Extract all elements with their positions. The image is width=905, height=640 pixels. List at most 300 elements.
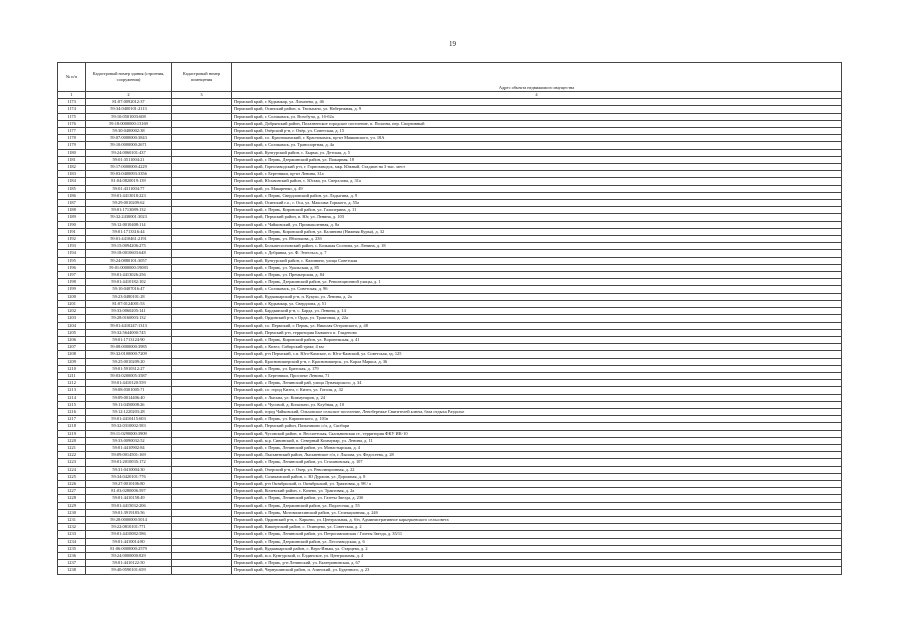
table-row bbox=[58, 365, 842, 372]
row-number: 1217 bbox=[58, 416, 86, 423]
property-address: Пермский край, г. Пермь, Мотовилихинский район, ул. Селекционная, д. 24б bbox=[232, 509, 842, 516]
row-number: 1196 bbox=[58, 264, 86, 271]
room-cadastral-number bbox=[172, 236, 232, 243]
table-row bbox=[58, 329, 842, 336]
property-address: Пермский край, Красновишерский р-н, г. Красновишерск, ул. Карла Маркса, д. 36 bbox=[232, 358, 842, 365]
row-number: 1198 bbox=[58, 279, 86, 286]
row-number: 1210 bbox=[58, 365, 86, 372]
room-cadastral-number bbox=[172, 264, 232, 271]
row-number: 1208 bbox=[58, 351, 86, 358]
row-number: 1233 bbox=[58, 531, 86, 538]
cadastral-number: 59:40:0590101:659 bbox=[86, 567, 172, 574]
property-address: Пермский край, г. Кизел, Сибирский тракт, 4 км bbox=[232, 344, 842, 351]
table-row bbox=[58, 149, 842, 156]
room-cadastral-number bbox=[172, 394, 232, 401]
cadastral-number: 59:01:0000000:19083 bbox=[86, 264, 172, 271]
table-row bbox=[58, 322, 842, 329]
room-cadastral-number bbox=[172, 228, 232, 235]
column-number: 2 bbox=[86, 92, 172, 99]
table-row bbox=[58, 473, 842, 480]
property-address: Пермский край, г. Пермь, Ленинский рай, улица Луначарского, д. 34 bbox=[232, 380, 842, 387]
cadastral-number: 81:06:0000000:2579 bbox=[86, 545, 172, 552]
column-number: 1 bbox=[58, 92, 86, 99]
row-number: 1192 bbox=[58, 236, 86, 243]
row-number: 1200 bbox=[58, 293, 86, 300]
table-row bbox=[58, 171, 842, 178]
property-address: Пермский край, г. Пермь, Ленинский район, ул. Газеты Звезда, д. 23б bbox=[232, 495, 842, 502]
room-cadastral-number bbox=[172, 560, 232, 567]
row-number: 1205 bbox=[58, 329, 86, 336]
room-cadastral-number bbox=[172, 344, 232, 351]
room-cadastral-number bbox=[172, 480, 232, 487]
table-row bbox=[58, 156, 842, 163]
table-row bbox=[58, 315, 842, 322]
row-number: 1220 bbox=[58, 437, 86, 444]
property-address: Пермский край, Бардымский р-н, с. Барда, ул. Ленина, д. 14 bbox=[232, 308, 842, 315]
property-address: Пермский край, Кудымкарский район, с. Верх-Иньва, ул. Старцева, д. 2 bbox=[232, 545, 842, 552]
cadastral-number: 59:01:4413018:223 bbox=[86, 192, 172, 199]
room-cadastral-number bbox=[172, 524, 232, 531]
room-cadastral-number bbox=[172, 293, 232, 300]
property-address: Пермский край, г. Березники, Проспект Ленина, 71 bbox=[232, 372, 842, 379]
property-address: Пермский край, ул. Макаренко, д. 49 bbox=[232, 185, 842, 192]
row-number: 1211 bbox=[58, 372, 86, 379]
room-cadastral-number bbox=[172, 336, 232, 343]
room-cadastral-number bbox=[172, 430, 232, 437]
room-cadastral-number bbox=[172, 358, 232, 365]
room-cadastral-number bbox=[172, 466, 232, 473]
table-row bbox=[58, 207, 842, 214]
table-row bbox=[58, 495, 842, 502]
row-number: 1204 bbox=[58, 322, 86, 329]
property-address: Пермский край, Юсьвинский район, с. Юсьва, ул. Сверхлова, д. 31а bbox=[232, 178, 842, 185]
table-row bbox=[58, 344, 842, 351]
cadastral-number: 59:32:2430001:3023 bbox=[86, 214, 172, 221]
room-cadastral-number bbox=[172, 531, 232, 538]
property-address: Пермский край, г. Пермь, Ленинский район, ул. Монастырская, д. 4 bbox=[232, 444, 842, 451]
row-number: 1213 bbox=[58, 387, 86, 394]
property-address: Пермский край, Горнозаводский р-н, г. Горнозаводск, мкр. Южный, Стадион на 3 тыс. мест bbox=[232, 164, 842, 171]
table-row bbox=[58, 416, 842, 423]
row-number: 1181 bbox=[58, 156, 86, 163]
room-cadastral-number bbox=[172, 128, 232, 135]
room-cadastral-number bbox=[172, 322, 232, 329]
header-row bbox=[58, 63, 842, 92]
room-cadastral-number bbox=[172, 387, 232, 394]
table-row bbox=[58, 560, 842, 567]
property-address: Пермский край, Кунгурский район, с. Калинино, улица Советская bbox=[232, 257, 842, 264]
cadastral-number: 59:28:0000000:5014 bbox=[86, 516, 172, 523]
row-number: 1184 bbox=[58, 178, 86, 185]
cadastral-number: 59:01:4410122:50 bbox=[86, 560, 172, 567]
page-number: 19 bbox=[449, 40, 456, 48]
table-row bbox=[58, 308, 842, 315]
cadastral-number: 59:01:1713316:44 bbox=[86, 228, 172, 235]
table-row bbox=[58, 480, 842, 487]
row-number: 1227 bbox=[58, 488, 86, 495]
row-number: 1222 bbox=[58, 452, 86, 459]
row-number: 1201 bbox=[58, 300, 86, 307]
table-row bbox=[58, 502, 842, 509]
row-number: 1180 bbox=[58, 149, 86, 156]
table-row bbox=[58, 567, 842, 574]
table-row bbox=[58, 394, 842, 401]
table-row bbox=[58, 293, 842, 300]
header-num: № п/п bbox=[58, 63, 86, 92]
row-number: 1225 bbox=[58, 473, 86, 480]
room-cadastral-number bbox=[172, 300, 232, 307]
room-cadastral-number bbox=[172, 214, 232, 221]
property-address: Пермский край, Ординский р-н, с Орда, ул. Трактовая, д. 22а bbox=[232, 315, 842, 322]
row-number: 1199 bbox=[58, 286, 86, 293]
property-address: Пермский край, г. Пермь, ул. Яблочкова, д. 23б bbox=[232, 236, 842, 243]
row-number: 1214 bbox=[58, 394, 86, 401]
row-number: 1238 bbox=[58, 567, 86, 574]
cadastral-number: 59:30:0400002:38 bbox=[86, 128, 172, 135]
room-cadastral-number bbox=[172, 142, 232, 149]
cadastral-number: 59:28:0160003:132 bbox=[86, 315, 172, 322]
property-address: Пермский край, Осинский район, п. Тюльпано, ул. Набережная, д. 9 bbox=[232, 106, 842, 113]
table-row bbox=[58, 516, 842, 523]
cadastral-number: 59:01:2010035:172 bbox=[86, 459, 172, 466]
property-address: Пермский край, Пермский район, п. Юг, ул. Ленина, д. 103 bbox=[232, 214, 842, 221]
property-address: Пермский край, р-н Октябрьский, п. Октябрьский, ул. Трактовая, д. 98 / а bbox=[232, 480, 842, 487]
table-row bbox=[58, 286, 842, 293]
row-number: 1218 bbox=[58, 423, 86, 430]
cadastral-number: 59:01:4410182:102 bbox=[86, 279, 172, 286]
cadastral-number: 59:18:0010603:648 bbox=[86, 250, 172, 257]
table-row bbox=[58, 142, 842, 149]
row-number: 1207 bbox=[58, 344, 86, 351]
property-address: Пермский край, г.о. Пермский, г. Пермь, ул. Николая Островского, д. 48 bbox=[232, 322, 842, 329]
row-number: 1188 bbox=[58, 207, 86, 214]
property-address: Пермский край, г. Пермь, Кировский район, ул. Калинина (Нижняя Курья), д. 32 bbox=[232, 228, 842, 235]
property-address: Пермский край, г. Соликамск, ул. Всеобуча, д. 1б-б2а bbox=[232, 113, 842, 120]
row-number: 1236 bbox=[58, 553, 86, 560]
property-address: Пермский край, Пермский р-н, территория Бывшего п. Гляденово bbox=[232, 329, 842, 336]
room-cadastral-number bbox=[172, 329, 232, 336]
table-row bbox=[58, 387, 842, 394]
cadastral-number: 59:33:0090032:52 bbox=[86, 437, 172, 444]
room-cadastral-number bbox=[172, 545, 232, 552]
cadastral-number: 59:11:0450008:26 bbox=[86, 401, 172, 408]
cadastral-number: 59:24:0880101:3057 bbox=[86, 257, 172, 264]
room-cadastral-number bbox=[172, 178, 232, 185]
row-number: 1219 bbox=[58, 430, 86, 437]
table-row bbox=[58, 257, 842, 264]
room-cadastral-number bbox=[172, 473, 232, 480]
room-cadastral-number bbox=[172, 113, 232, 120]
cadastral-number: 59:07:0000000:3843 bbox=[86, 135, 172, 142]
table-row bbox=[58, 113, 842, 120]
table-row bbox=[58, 200, 842, 207]
room-cadastral-number bbox=[172, 250, 232, 257]
row-number: 1190 bbox=[58, 221, 86, 228]
cadastral-number: 59:03:0200005:3587 bbox=[86, 372, 172, 379]
column-number: 3 bbox=[172, 92, 232, 99]
row-number: 1179 bbox=[58, 142, 86, 149]
property-address: Пермский край, Очерский р-н, г. Очер, ул. Революционная, д. 22 bbox=[232, 466, 842, 473]
room-cadastral-number bbox=[172, 495, 232, 502]
cadastral-number: 59:23:0480101:28 bbox=[86, 293, 172, 300]
room-cadastral-number bbox=[172, 351, 232, 358]
property-address: Пермский край, Лысьвенский район, Лысьвенское г/п, г. Лысьва, ул. Федосеева, д. 28 bbox=[232, 452, 842, 459]
room-cadastral-number bbox=[172, 372, 232, 379]
table-row bbox=[58, 221, 842, 228]
cadastral-number: 59:09:0014501:169 bbox=[86, 452, 172, 459]
row-number: 1229 bbox=[58, 502, 86, 509]
table-row bbox=[58, 236, 842, 243]
property-address: Пермский край, Очёрский р-н, г. Очёр, ул. Советская, д. 15 bbox=[232, 128, 842, 135]
cadastral-number: 59:32:0310002:583 bbox=[86, 423, 172, 430]
cadastral-number: 59:08:0000000:3985 bbox=[86, 344, 172, 351]
cadastral-number: 59:25:0010209:20 bbox=[86, 358, 172, 365]
row-number: 1224 bbox=[58, 466, 86, 473]
property-address: Пермский край, г. Соликамск, ул. Советская, д. 96 bbox=[232, 286, 842, 293]
room-cadastral-number bbox=[172, 509, 232, 516]
room-cadastral-number bbox=[172, 444, 232, 451]
row-number: 1203 bbox=[58, 315, 86, 322]
row-number: 1206 bbox=[58, 336, 86, 343]
property-address: Пермский край, г. Пермь, Кировский район, ул. Гальперина, д. 11 bbox=[232, 207, 842, 214]
property-address: Пермский край, г. Пермь, ул. Уральская, д. 85 bbox=[232, 264, 842, 271]
room-cadastral-number bbox=[172, 221, 232, 228]
row-number: 1189 bbox=[58, 214, 86, 221]
property-address: Пермский край, Соликамский район, с. Ю Дурашн, ул. Дорожная, д. 8 bbox=[232, 473, 842, 480]
cadastral-number: 59:17:0000000:4229 bbox=[86, 164, 172, 171]
row-number: 1194 bbox=[58, 250, 86, 257]
cadastral-number: 59:31:0410004:30 bbox=[86, 466, 172, 473]
property-address: Пермский край, г. Пермь, Свердловский район, ул. Ладыгина, д. 9 bbox=[232, 192, 842, 199]
cadastral-number: 59:12:1220203:28 bbox=[86, 408, 172, 415]
property-address: Пермский край, Осинский г.о., г. Оса, ул. Максима Горького, д. 55а bbox=[232, 200, 842, 207]
row-number: 1173 bbox=[58, 99, 86, 106]
registry-table bbox=[57, 62, 842, 575]
cadastral-number: 59:01:4410158:49 bbox=[86, 495, 172, 502]
cadastral-number: 59:34:0420101:776 bbox=[86, 473, 172, 480]
table-row bbox=[58, 351, 842, 358]
cadastral-number: 59:10:0501003:608 bbox=[86, 113, 172, 120]
property-address: Пермский край, г. Соликамск, ул. Транспортная, д. 4а bbox=[232, 142, 842, 149]
row-number: 1191 bbox=[58, 228, 86, 235]
table-row bbox=[58, 250, 842, 257]
property-address: Пермский край, г. Чайковский, ул. Промышленная, д. 8а bbox=[232, 221, 842, 228]
cadastral-number: 59:01:4410014:80 bbox=[86, 538, 172, 545]
property-address: Пермский край, р-н Пермский, с.п. Юго-Камское, п. Юго-Камский, ул. Советская, зд. 125 bbox=[232, 351, 842, 358]
room-cadastral-number bbox=[172, 185, 232, 192]
cadastral-number: 59:03:0400093:3356 bbox=[86, 171, 172, 178]
table-row bbox=[58, 538, 842, 545]
table-row bbox=[58, 120, 842, 127]
table-row bbox=[58, 228, 842, 235]
property-address: Пермский край, Кочевский район, с. Кочево, ул. Трактовая, д. 2а bbox=[232, 488, 842, 495]
cadastral-number: 59:01:3511004:21 bbox=[86, 156, 172, 163]
cadastral-number: 59:27:0010106:80 bbox=[86, 480, 172, 487]
row-number: 1223 bbox=[58, 459, 86, 466]
room-cadastral-number bbox=[172, 200, 232, 207]
room-cadastral-number bbox=[172, 279, 232, 286]
cadastral-number: 59:01:4413026:256 bbox=[86, 272, 172, 279]
property-address: Пермский край, Большесосновский район, с. Большая Соснова, ул. Ленина, д. 18 bbox=[232, 243, 842, 250]
room-cadastral-number bbox=[172, 272, 232, 279]
property-address: Пермский край, г.о. город Кизел, г. Кизел, ул. Гоголя, д. 32 bbox=[232, 387, 842, 394]
row-number: 1215 bbox=[58, 401, 86, 408]
property-address: Пермский край, город Чайковский, Ольховское сельское поселение, Ленобережье Святителей ключа, база отдыха Раздолье bbox=[232, 408, 842, 415]
table-row bbox=[58, 99, 842, 106]
table-row bbox=[58, 401, 842, 408]
table-row bbox=[58, 358, 842, 365]
table-row bbox=[58, 531, 842, 538]
room-cadastral-number bbox=[172, 553, 232, 560]
row-number: 1187 bbox=[58, 200, 86, 207]
cadastral-number: 59:11:0290000:3909 bbox=[86, 430, 172, 437]
room-cadastral-number bbox=[172, 106, 232, 113]
room-cadastral-number bbox=[172, 459, 232, 466]
header-address: Адрес объекта недвижимого имущества bbox=[232, 63, 842, 92]
cadastral-number: 59:24:0060101:437 bbox=[86, 149, 172, 156]
table-row bbox=[58, 553, 842, 560]
room-cadastral-number bbox=[172, 171, 232, 178]
property-address: Пермский край, г.о. Краснокамский, г. Краснокамск, пр-кт Маяковского, уч. 18А bbox=[232, 135, 842, 142]
cadastral-number: 81:07:0092012:37 bbox=[86, 99, 172, 106]
row-number: 1178 bbox=[58, 135, 86, 142]
table-row bbox=[58, 444, 842, 451]
room-cadastral-number bbox=[172, 452, 232, 459]
room-cadastral-number bbox=[172, 99, 232, 106]
row-number: 1221 bbox=[58, 444, 86, 451]
table-row bbox=[58, 466, 842, 473]
property-address: Пермский край, г. Кудымкар, ул. Свердлова, д. 51 bbox=[232, 300, 842, 307]
row-number: 1237 bbox=[58, 560, 86, 567]
table-row bbox=[58, 488, 842, 495]
room-cadastral-number bbox=[172, 516, 232, 523]
row-number: 1228 bbox=[58, 495, 86, 502]
table-row bbox=[58, 408, 842, 415]
property-address: Пермский край, г. Пермь, Ленинский район, ул. Петропавловская / Газеты Звезда, д. 35/11 bbox=[232, 531, 842, 538]
room-cadastral-number bbox=[172, 308, 232, 315]
row-number: 1174 bbox=[58, 106, 86, 113]
property-address: Пермский край, г. Пермь, Кировский район, ул. Воронежская, д. 41 bbox=[232, 336, 842, 343]
room-cadastral-number bbox=[172, 257, 232, 264]
property-address: Пермский край, г. Лысьва, ул. Коммунаров, д. 24 bbox=[232, 394, 842, 401]
table-row bbox=[58, 192, 842, 199]
room-cadastral-number bbox=[172, 315, 232, 322]
cadastral-number: 59:08:0301005:71 bbox=[86, 387, 172, 394]
row-number: 1185 bbox=[58, 185, 86, 192]
row-number: 1212 bbox=[58, 380, 86, 387]
row-number: 1202 bbox=[58, 308, 86, 315]
cadastral-number: 81:07:0124001:53 bbox=[86, 300, 172, 307]
room-cadastral-number bbox=[172, 538, 232, 545]
row-number: 1197 bbox=[58, 272, 86, 279]
cadastral-number: 59:15:0094206:275 bbox=[86, 243, 172, 250]
property-address: Пермский край, г. Кудымкар, ул. Лихачева, д. 46 bbox=[232, 99, 842, 106]
row-number: 1183 bbox=[58, 171, 86, 178]
table-row bbox=[58, 430, 842, 437]
property-address: Пермский край, г. Березники, пр-кт Ленина, 31а bbox=[232, 171, 842, 178]
table-row bbox=[58, 524, 842, 531]
table-row bbox=[58, 164, 842, 171]
room-cadastral-number bbox=[172, 502, 232, 509]
room-cadastral-number bbox=[172, 156, 232, 163]
row-number: 1232 bbox=[58, 524, 86, 531]
row-number: 1182 bbox=[58, 164, 86, 171]
property-address: Пермский край, м.р. Сивинский, п. Северный Коммунар, ул. Ленина, д. 11 bbox=[232, 437, 842, 444]
cadastral-number: 59:09:0014406:40 bbox=[86, 394, 172, 401]
header-cadastral: Кадастровый номер здания (строения, сооружения) bbox=[86, 63, 172, 92]
property-address: Пермский край, Кунгурский район, с. Бырма, ул. Детская, д. 5 bbox=[232, 149, 842, 156]
property-address: Пермский край, Чернушинский район, п. Азинский, ул. Буденного, д. 23 bbox=[232, 567, 842, 574]
cadastral-number: 59:01:4311004:77 bbox=[86, 185, 172, 192]
cadastral-number: 59:32:5644000:745 bbox=[86, 329, 172, 336]
table-row bbox=[58, 380, 842, 387]
row-number: 1231 bbox=[58, 516, 86, 523]
cadastral-number: 59:01:4410415:603 bbox=[86, 416, 172, 423]
property-address: Пермский край, Добрянский район, Полазненское городское поселение, п. Полазна, пер. Спортивный bbox=[232, 120, 842, 127]
table-row bbox=[58, 279, 842, 286]
room-cadastral-number bbox=[172, 149, 232, 156]
table-row bbox=[58, 300, 842, 307]
room-cadastral-number bbox=[172, 437, 232, 444]
table-row bbox=[58, 106, 842, 113]
table-row bbox=[58, 264, 842, 271]
cadastral-number: 59:01:4410120:559 bbox=[86, 380, 172, 387]
property-address: Пермский край, г. Пермь, ул. Карпинского, д. 101в bbox=[232, 416, 842, 423]
property-address: Пермский край, м.о. Кунгурский, п. Ёлдинское, ул. Центральная, д. 4 bbox=[232, 553, 842, 560]
cadastral-number: 81:03:0280006:597 bbox=[86, 488, 172, 495]
cadastral-number: 59:34:0400101:2113 bbox=[86, 106, 172, 113]
room-cadastral-number bbox=[172, 192, 232, 199]
table-row bbox=[58, 272, 842, 279]
property-address: Пермский край, г. Пермь, Ленинский район, ул. Стахановская, д. 107 bbox=[232, 459, 842, 466]
table-row bbox=[58, 214, 842, 221]
cadastral-number: 59:01:4410461:2191 bbox=[86, 236, 172, 243]
property-address: Пермский край, Пермский район, Пальниково с/п, д. Скобари bbox=[232, 423, 842, 430]
cadastral-number: 59:10:0407016:47 bbox=[86, 286, 172, 293]
row-number: 1216 bbox=[58, 408, 86, 415]
table-body bbox=[58, 99, 842, 574]
row-number: 1235 bbox=[58, 545, 86, 552]
cadastral-number: 59:01:4410902:84 bbox=[86, 444, 172, 451]
cadastral-number: 59:32:0100000:7209 bbox=[86, 351, 172, 358]
table-row bbox=[58, 437, 842, 444]
property-address: Пермский край, г. Чусовой, д. Копально, ул. Клубная, д. 10 bbox=[232, 401, 842, 408]
room-cadastral-number bbox=[172, 120, 232, 127]
room-cadastral-number bbox=[172, 207, 232, 214]
cadastral-number: 59:10:0000000:2671 bbox=[86, 142, 172, 149]
room-cadastral-number bbox=[172, 488, 232, 495]
column-number: 4 bbox=[232, 92, 842, 99]
row-number: 1195 bbox=[58, 257, 86, 264]
cadastral-number: 59:01:1713124:90 bbox=[86, 336, 172, 343]
table-row bbox=[58, 128, 842, 135]
cadastral-number: 59:29:0010209:62 bbox=[86, 200, 172, 207]
row-number: 1234 bbox=[58, 538, 86, 545]
table-row bbox=[58, 372, 842, 379]
room-cadastral-number bbox=[172, 135, 232, 142]
room-cadastral-number bbox=[172, 423, 232, 430]
property-address: Пермский край, Чусовской район, п. Вессиетская, Скальнинская ст., территория ФКУ ИК-10 bbox=[232, 430, 842, 437]
cadastral-number: 81:04:0820019:139 bbox=[86, 178, 172, 185]
property-address: Пермский край, г. Добрянка, ул. Ф. Энгельса, д. 7 bbox=[232, 250, 842, 257]
row-number: 1209 bbox=[58, 358, 86, 365]
row-number: 1175 bbox=[58, 113, 86, 120]
cadastral-number: 59:18:0000000:13169 bbox=[86, 120, 172, 127]
row-number: 1176 bbox=[58, 120, 86, 127]
table-row bbox=[58, 243, 842, 250]
table-row bbox=[58, 545, 842, 552]
property-address: Пермский край, г. Пермь, Дзержинский район, ул. Подлесная, д. 55 bbox=[232, 502, 842, 509]
